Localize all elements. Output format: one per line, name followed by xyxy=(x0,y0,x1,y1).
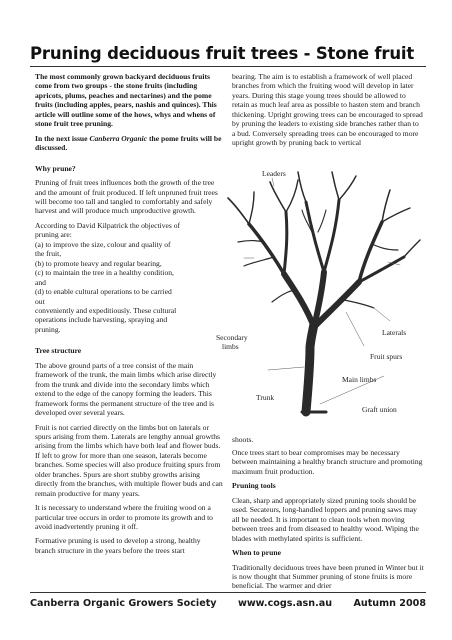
objective-line: out xyxy=(35,296,45,306)
footer-rule xyxy=(30,592,426,593)
footer-url: www.cogs.asn.au xyxy=(237,598,333,609)
objective-line: pruning are: xyxy=(35,230,72,240)
trunk-shape xyxy=(306,324,314,412)
objective-line: (d) to enable cultural operations to be carried xyxy=(35,287,172,297)
label-secondary-limbs-2: limbs xyxy=(222,342,239,351)
label-fruit-spurs: Fruit spurs xyxy=(370,352,403,361)
right-column-top xyxy=(232,72,424,153)
structure-paragraph-3: It is necessary to understand where the fruiting wood on a particular tree occurs in order to promote its growth and to avoid inadvertently pruning it off. xyxy=(35,503,213,532)
label-laterals: Laterals xyxy=(382,328,407,337)
objective-line: conveniently and expeditiously. These cultural xyxy=(35,305,177,315)
page-footer xyxy=(30,598,426,609)
objective-line: operations include harvesting, spraying and xyxy=(35,315,168,325)
right-column-bottom xyxy=(232,448,424,591)
label-secondary-limbs-1: Secondary xyxy=(216,333,248,342)
left-column xyxy=(35,72,223,555)
bearing-compromises-paragraph: Once trees start to bear compromises may be necessary between maintaining a healthy branch structure and promoting maximum fruit production. xyxy=(232,448,423,476)
label-leaders: Leaders xyxy=(262,169,286,178)
page-title: Pruning deciduous fruit trees - Stone fruit xyxy=(30,44,415,63)
title-rule xyxy=(30,66,426,67)
pruning-tools-paragraph: Clean, sharp and appropriately sized pruning tools should be used. Secateurs, long-handled loppers and pruning saws may all be needed. It is important to clean tools when moving between trees and from diseased to healthy wood. Wiping the blades with methylated spirits is sufficient. xyxy=(232,495,419,543)
objectives-list xyxy=(35,221,223,334)
tree-structure-heading: Tree structure xyxy=(35,346,82,356)
objective-line: pruning. xyxy=(35,324,61,334)
why-prune-heading: Why prune? xyxy=(35,163,76,173)
main-limb-left xyxy=(284,274,314,327)
footer-org: Canberra Organic Growers Society xyxy=(30,598,217,609)
objective-line: (b) to promote heavy and regular bearing, xyxy=(35,258,162,268)
label-graft-union: Graft union xyxy=(362,405,397,414)
objective-line: (c) to maintain the tree in a healthy condition, xyxy=(35,268,174,278)
label-trunk: Trunk xyxy=(256,393,275,402)
next-issue-note xyxy=(35,134,223,153)
when-to-prune-heading: When to prune xyxy=(232,548,281,558)
objective-line: According to David Kilpatrick the objectives of xyxy=(35,220,181,230)
objective-line: and xyxy=(35,277,46,287)
next-issue-text-b: the pome fruits will be discussed. xyxy=(35,133,222,153)
pruning-tools-heading: Pruning tools xyxy=(232,481,276,491)
structure-paragraph-1: The above ground parts of a tree consist of the main framework of the trunk, the main limbs which arise directly from the trunk and divide into the secondary limbs which extend to the edge of the canopy forming the leaders. This framework forms the permanent structure of the tree and is developed over several years. xyxy=(35,360,217,418)
when-to-prune-paragraph: Traditionally deciduous trees have been pruned in Winter but it is now thought that Summer pruning of stone fruits is more beneficial. The warmer and drier xyxy=(232,562,424,591)
label-main-limbs: Main limbs xyxy=(342,375,377,384)
shoots-word: shoots. xyxy=(232,435,254,444)
structure-paragraph-2: Fruit is not carried directly on the limbs but on laterals or spurs arising from them. Laterals are lengthy annual growths arising from the limbs which have both leaf and flower buds. If left to grow for more than one season, laterals become branches. Some species will also produce fruiting spurs from older branches. Spurs are short stubby growths arising directly from the branches, with multiple flower buds and can remain productive for many years. xyxy=(35,422,223,498)
magazine-name: Canberra Organic xyxy=(89,133,148,143)
formative-pruning-continued: bearing. The aim is to establish a framework of well placed branches from which the fruiting wood will develop in later years. During this stage young trees should be allowed to retain as much leaf area as possible to hasten stem and branch thickening. Upright growing trees can be encouraged to spread by pruning the leaders to existing side branches rather than to a bud. Conversely spreading trees can be encouraged to more upright growth by pruning back to vertical xyxy=(232,72,423,148)
structure-paragraph-4: Formative pruning is used to develop a strong, healthy branch structure in the years before the trees start xyxy=(35,536,201,555)
footer-issue: Autumn 2008 xyxy=(353,598,426,609)
why-prune-paragraph: Pruning of fruit trees influences both the growth of the tree and the amount of fruit produced. If left unpruned fruit trees will become too tall and tangled to comfortably and safely harvest and will produce much unproductive growth. xyxy=(35,178,218,216)
next-issue-text-a: In the next issue xyxy=(35,133,90,143)
objective-line: the fruit, xyxy=(35,249,62,259)
objective-line: (a) to improve the size, colour and quality of xyxy=(35,239,171,249)
tree-structure-diagram xyxy=(214,162,426,424)
intro-paragraph: The most commonly grown backyard deciduous fruits come from two groups - the stone fruits (including apricots, plums, peaches and nectarines) and the pome fruits (including apples, pears, nashis and quinces). This article will outline some of the hows, whys and whens of stone fruit tree pruning. xyxy=(35,72,217,129)
